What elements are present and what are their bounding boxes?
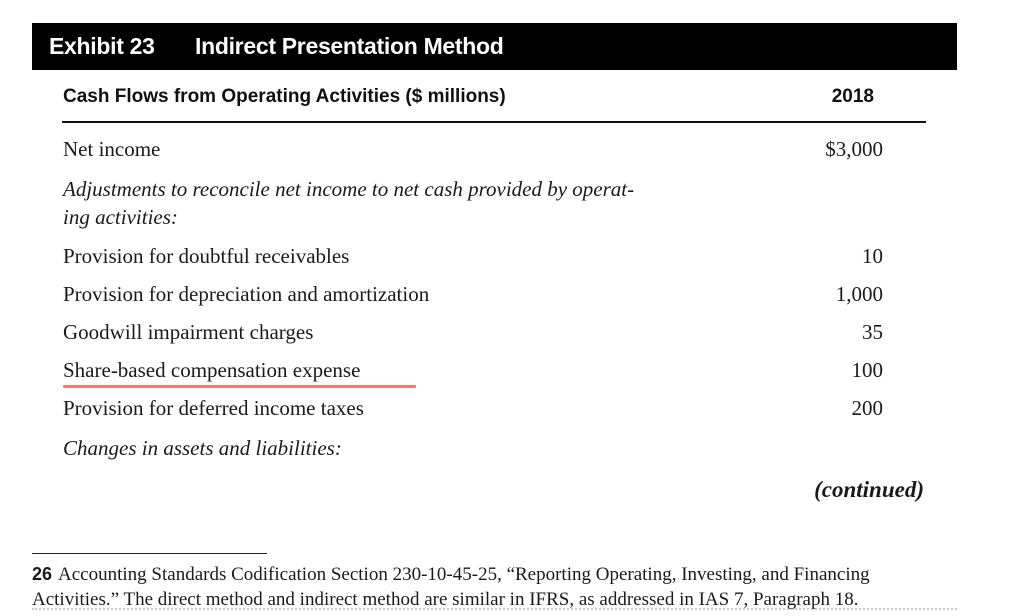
footnote-rule	[32, 553, 267, 554]
row-label: Share-based compensation expense	[63, 358, 361, 382]
row-value: 1,000	[835, 282, 883, 306]
row-label: Provision for deferred income taxes	[63, 396, 364, 420]
exhibit-header-bar	[32, 23, 957, 70]
footnote-number: 26	[32, 564, 53, 584]
exhibit-title: Indirect Presentation Method	[195, 33, 504, 59]
header-rule	[62, 121, 926, 123]
highlight-underline	[63, 385, 416, 388]
row-label: Net income	[63, 137, 161, 161]
footnote-line	[32, 562, 972, 587]
row-value: 35	[862, 320, 883, 344]
row-label: Provision for depreciation and amortization	[63, 282, 430, 306]
row-label: Provision for doubtful receivables	[63, 244, 350, 268]
row-label: Goodwill impairment charges	[63, 320, 314, 344]
footnote-line: Activities.” The direct method and indirect method are similar in IFRS, as addressed in IAS 7, Paragraph 18.	[32, 589, 859, 610]
dotted-divider	[32, 608, 957, 610]
footnote	[32, 562, 972, 612]
footnote-text: Accounting Standards Codification Section 230-10-45-25, “Reporting Operating, Investing, and Financing	[58, 564, 870, 585]
row-value: $3,000	[825, 137, 883, 161]
row-value: 200	[851, 396, 883, 420]
row-label: Changes in assets and liabilities:	[63, 436, 342, 460]
row-value: 100	[851, 358, 883, 382]
column-header-description: Cash Flows from Operating Activities ($ millions)	[63, 86, 506, 107]
column-header-year: 2018	[831, 86, 874, 107]
row-label: ing activities:	[63, 205, 178, 229]
exhibit-number: Exhibit 23	[49, 33, 155, 59]
row-label: Adjustments to reconcile net income to net cash provided by operat-	[63, 177, 635, 201]
continued-note: (continued)	[814, 477, 924, 502]
row-value: 10	[862, 244, 883, 268]
